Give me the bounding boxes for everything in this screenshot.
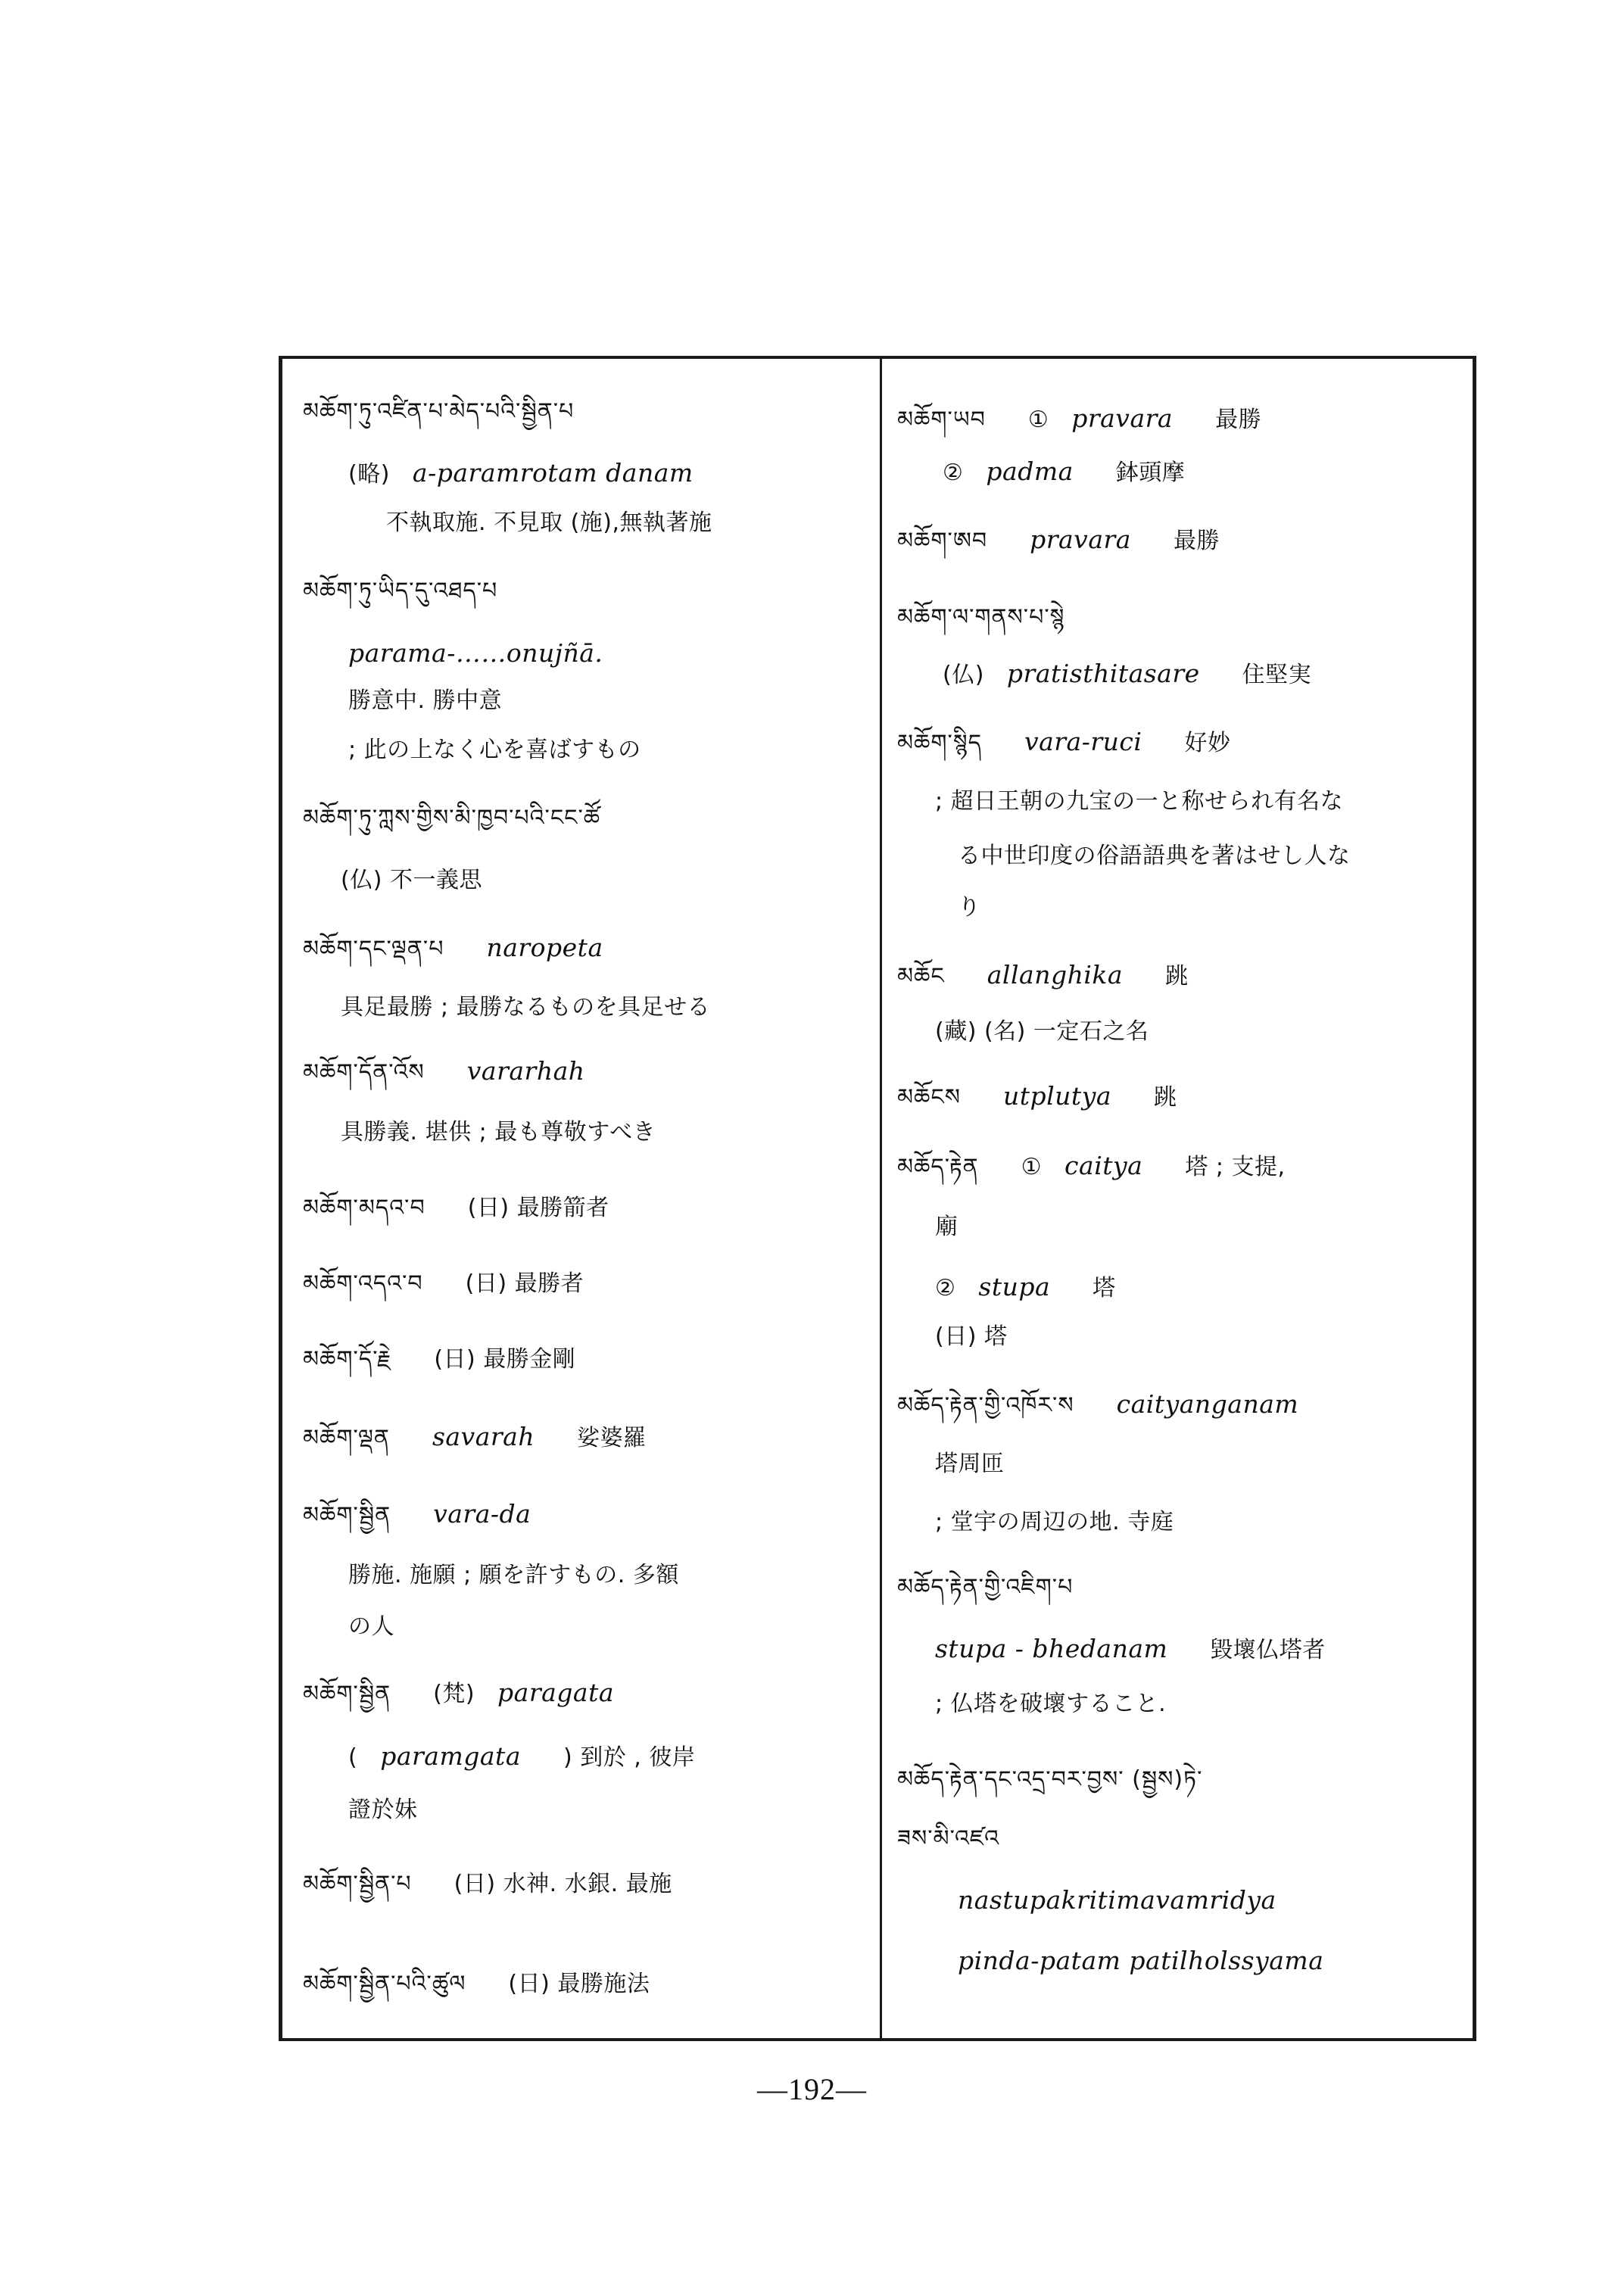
japanese-gloss: 塔 ; 支提, <box>1185 1154 1286 1180</box>
japanese-gloss: 塔 <box>1093 1275 1116 1301</box>
japanese-gloss: 證於妹 <box>348 1797 418 1823</box>
japanese-gloss: ; 仏塔を破壞すること. <box>935 1691 1167 1717</box>
sanskrit-romanization: pinda-patam patilholssyama <box>958 1946 1324 1975</box>
entry-line <box>935 1211 959 1242</box>
entry-line <box>935 1016 1149 1047</box>
japanese-gloss: 不執取施. 不見取 (施),無執著施 <box>386 510 712 536</box>
entry-line <box>303 1056 585 1088</box>
sanskrit-romanization: caityanganam <box>1116 1389 1299 1419</box>
entry-line <box>958 1946 1323 1977</box>
sanskrit-romanization: savarah <box>432 1422 535 1451</box>
entry-line <box>348 734 641 765</box>
sanskrit-romanization: paramgata <box>380 1741 521 1771</box>
entry-line <box>348 458 694 490</box>
sanskrit-romanization: allanghika <box>987 960 1124 990</box>
japanese-gloss: 住堅実 <box>1242 662 1312 688</box>
sanskrit-romanization: caitya <box>1064 1151 1143 1180</box>
japanese-gloss: 娑婆羅 <box>577 1425 647 1451</box>
tibetan-headword: མཆོད་རྟེན་གྱི་འཇིག་པ <box>897 1574 1074 1601</box>
entry-line <box>341 1117 656 1148</box>
entry-line <box>348 1794 418 1825</box>
entry-line <box>897 602 1064 633</box>
entry-line <box>348 685 502 716</box>
entry-line <box>935 1321 1007 1352</box>
entry-line <box>935 1634 1326 1666</box>
entry-line <box>348 1560 679 1591</box>
sanskrit-romanization: pravara <box>1030 525 1131 554</box>
japanese-gloss: 具勝義. 堪供 ; 最も尊敬すべき <box>341 1119 656 1145</box>
japanese-gloss: 鉢頭摩 <box>1115 460 1186 486</box>
japanese-gloss: (仏) 不一義思 <box>341 867 482 893</box>
sanskrit-romanization: a-paramrotam danam <box>412 458 694 488</box>
tibetan-headword: མཆོང <box>897 963 945 990</box>
entry-marker: ① <box>1027 407 1049 433</box>
sanskrit-romanization: vara-ruci <box>1024 727 1142 756</box>
japanese-gloss: (日) 最勝者 <box>465 1270 584 1297</box>
entry-line <box>935 1688 1166 1719</box>
entry-marker: (仏) <box>943 662 984 688</box>
tibetan-headword: ཟས་མི་འཛའ <box>897 1825 1000 1852</box>
sanskrit-romanization: paragata <box>497 1678 615 1707</box>
entry-line <box>348 1741 695 1773</box>
tibetan-headword: མཆོག་དོན་འོས <box>303 1059 425 1086</box>
entry-line <box>943 659 1311 690</box>
sanskrit-romanization: pratisthitasare <box>1006 659 1200 688</box>
sanskrit-romanization: nastupakritimavamridya <box>958 1885 1276 1915</box>
entry-line <box>303 803 600 834</box>
entry-line <box>958 840 1351 871</box>
japanese-gloss: る中世印度の俗語語典を著はせし人な <box>958 843 1351 869</box>
entry-line <box>935 1272 1116 1304</box>
entry-line <box>935 1507 1174 1538</box>
entry-line <box>303 575 497 606</box>
tibetan-headword: མཆོག་ཏུ་འཛིན་པ་མེད་པའི་སྦྱིན་པ <box>303 398 575 425</box>
tibetan-headword: མཆོག་ཏུ་ཀླས་གྱིས་མི་ཁྱབ་པའི་ངང་ཚོ <box>303 805 601 831</box>
entry-line <box>897 1151 1286 1183</box>
entry-line <box>897 404 1261 435</box>
sanskrit-romanization: parama-……onujñā. <box>348 638 603 668</box>
japanese-gloss: り <box>958 894 981 921</box>
entry-line <box>935 1448 1005 1479</box>
tibetan-headword: མཆོག་ཡབ <box>897 407 986 433</box>
japanese-gloss: 跳 <box>1165 963 1189 990</box>
entry-line <box>897 1389 1298 1421</box>
tibetan-headword: མཆོག་སྦྱིན <box>303 1502 391 1529</box>
tibetan-headword: མཆོངས <box>897 1084 961 1111</box>
page-number: —192— <box>757 2072 867 2106</box>
japanese-gloss: 毀壞仏塔者 <box>1210 1637 1326 1663</box>
entry-line <box>958 1885 1276 1916</box>
entry-line <box>943 457 1185 488</box>
tibetan-headword: མཆོག་སྦྱིན་པའི་ཚུལ <box>303 1971 466 1997</box>
japanese-gloss: 廟 <box>935 1214 959 1240</box>
entry-line <box>303 1499 531 1531</box>
japanese-gloss: 最勝 <box>1173 528 1220 554</box>
japanese-gloss: 好妙 <box>1184 730 1231 756</box>
entry-line <box>348 638 603 669</box>
column-divider <box>880 356 882 2041</box>
entry-line <box>897 525 1220 556</box>
entry-line <box>897 727 1230 759</box>
tibetan-headword: མཆོག་སྦྱིན་པ <box>303 1871 412 1897</box>
japanese-gloss: ; 堂宇の周辺の地. 寺庭 <box>935 1509 1174 1535</box>
entry-line <box>341 865 482 896</box>
entry-line <box>958 892 981 923</box>
entry-line <box>303 396 574 427</box>
entry-line <box>303 933 603 965</box>
entry-marker: ① <box>1021 1154 1043 1180</box>
entry-line <box>897 960 1189 992</box>
entry-marker: (略) <box>348 461 390 488</box>
japanese-gloss: の人 <box>348 1613 394 1640</box>
entry-line <box>303 1968 650 1999</box>
tibetan-headword: མཆོག་དོ་རྗེ <box>303 1346 392 1373</box>
japanese-gloss: (日) 最勝金剛 <box>434 1346 576 1373</box>
entry-marker: (梵) <box>433 1681 475 1707</box>
tibetan-headword: མཆོད་རྟེན་གྱི་འཁོར་ས <box>897 1392 1074 1419</box>
japanese-gloss: 勝施. 施願 ; 願を許すもの. 多額 <box>348 1562 679 1588</box>
japanese-gloss: 具足最勝 ; 最勝なるものを具足せる <box>341 994 711 1021</box>
tibetan-headword: མཆོག་དང་ལྡན་པ <box>303 936 444 962</box>
sanskrit-romanization: padma <box>986 457 1074 486</box>
sanskrit-romanization: stupa - bhedanam <box>935 1634 1168 1663</box>
tibetan-headword: མཆོག་སྙིད <box>897 730 982 756</box>
sanskrit-romanization: pravara <box>1071 404 1174 433</box>
japanese-gloss: (日) 最勝施法 <box>508 1971 650 1997</box>
japanese-gloss: (日) 水神. 水銀. 最施 <box>454 1871 672 1897</box>
entry-line <box>303 1268 584 1299</box>
sanskrit-romanization: naropeta <box>486 933 603 962</box>
sanskrit-romanization: vara-da <box>433 1499 531 1529</box>
tibetan-headword: མཆོག་སྦྱིན <box>303 1681 391 1707</box>
japanese-gloss: 跳 <box>1154 1084 1177 1111</box>
japanese-gloss: ) 到於 , 彼岸 <box>563 1744 696 1771</box>
tibetan-headword: མཆོད་རྟེན་དང་འདྲ་བར་བྱས་ (སྦྱས)ཏེ་ <box>897 1766 1203 1793</box>
tibetan-headword: མཆོད་རྟེན <box>897 1154 979 1180</box>
sanskrit-romanization: utplutya <box>1002 1081 1112 1111</box>
entry-line <box>386 507 712 538</box>
japanese-gloss: ; 此の上なく心を喜ばすもの <box>348 737 641 763</box>
entry-line <box>341 992 710 1023</box>
entry-line <box>897 1823 999 1854</box>
japanese-gloss: 勝意中. 勝中意 <box>348 687 503 714</box>
entry-line <box>897 1081 1177 1113</box>
japanese-gloss: 最勝 <box>1215 407 1262 433</box>
entry-line <box>897 1572 1073 1603</box>
japanese-gloss: (藏) (名) 一定石之名 <box>935 1018 1149 1045</box>
entry-line <box>348 1611 394 1642</box>
entry-line <box>897 1764 1202 1795</box>
tibetan-headword: མཆོག་ལ་གནས་པ་སྙེ <box>897 604 1065 631</box>
tibetan-headword: མཆོག་འདའ་བ <box>303 1270 423 1297</box>
japanese-gloss: (日) 最勝箭者 <box>467 1195 609 1221</box>
entry-marker: ( <box>348 1744 358 1771</box>
entry-line <box>935 786 1343 817</box>
entry-line <box>303 1869 672 1900</box>
tibetan-headword: མཆོག་ལྡན <box>303 1425 390 1451</box>
tibetan-headword: མཆོག་མདའ་བ <box>303 1195 425 1221</box>
sanskrit-romanization: vararhah <box>466 1056 585 1086</box>
japanese-gloss: 塔周匝 <box>935 1451 1005 1477</box>
japanese-gloss: (日) 塔 <box>935 1323 1008 1350</box>
entry-line <box>303 1192 609 1223</box>
japanese-gloss: ; 超日王朝の九宝の一と称せられ有名な <box>935 788 1344 815</box>
sanskrit-romanization: stupa <box>978 1272 1051 1301</box>
entry-line <box>303 1678 614 1710</box>
entry-line <box>303 1344 575 1375</box>
tibetan-headword: མཆོག་ཏུ་ཡིད་དུ་འཐད་པ <box>303 578 498 604</box>
entry-marker: ② <box>935 1275 956 1301</box>
entry-line <box>303 1422 647 1454</box>
entry-marker: ② <box>943 460 964 486</box>
tibetan-headword: མཆོག་ཨབ <box>897 528 988 554</box>
